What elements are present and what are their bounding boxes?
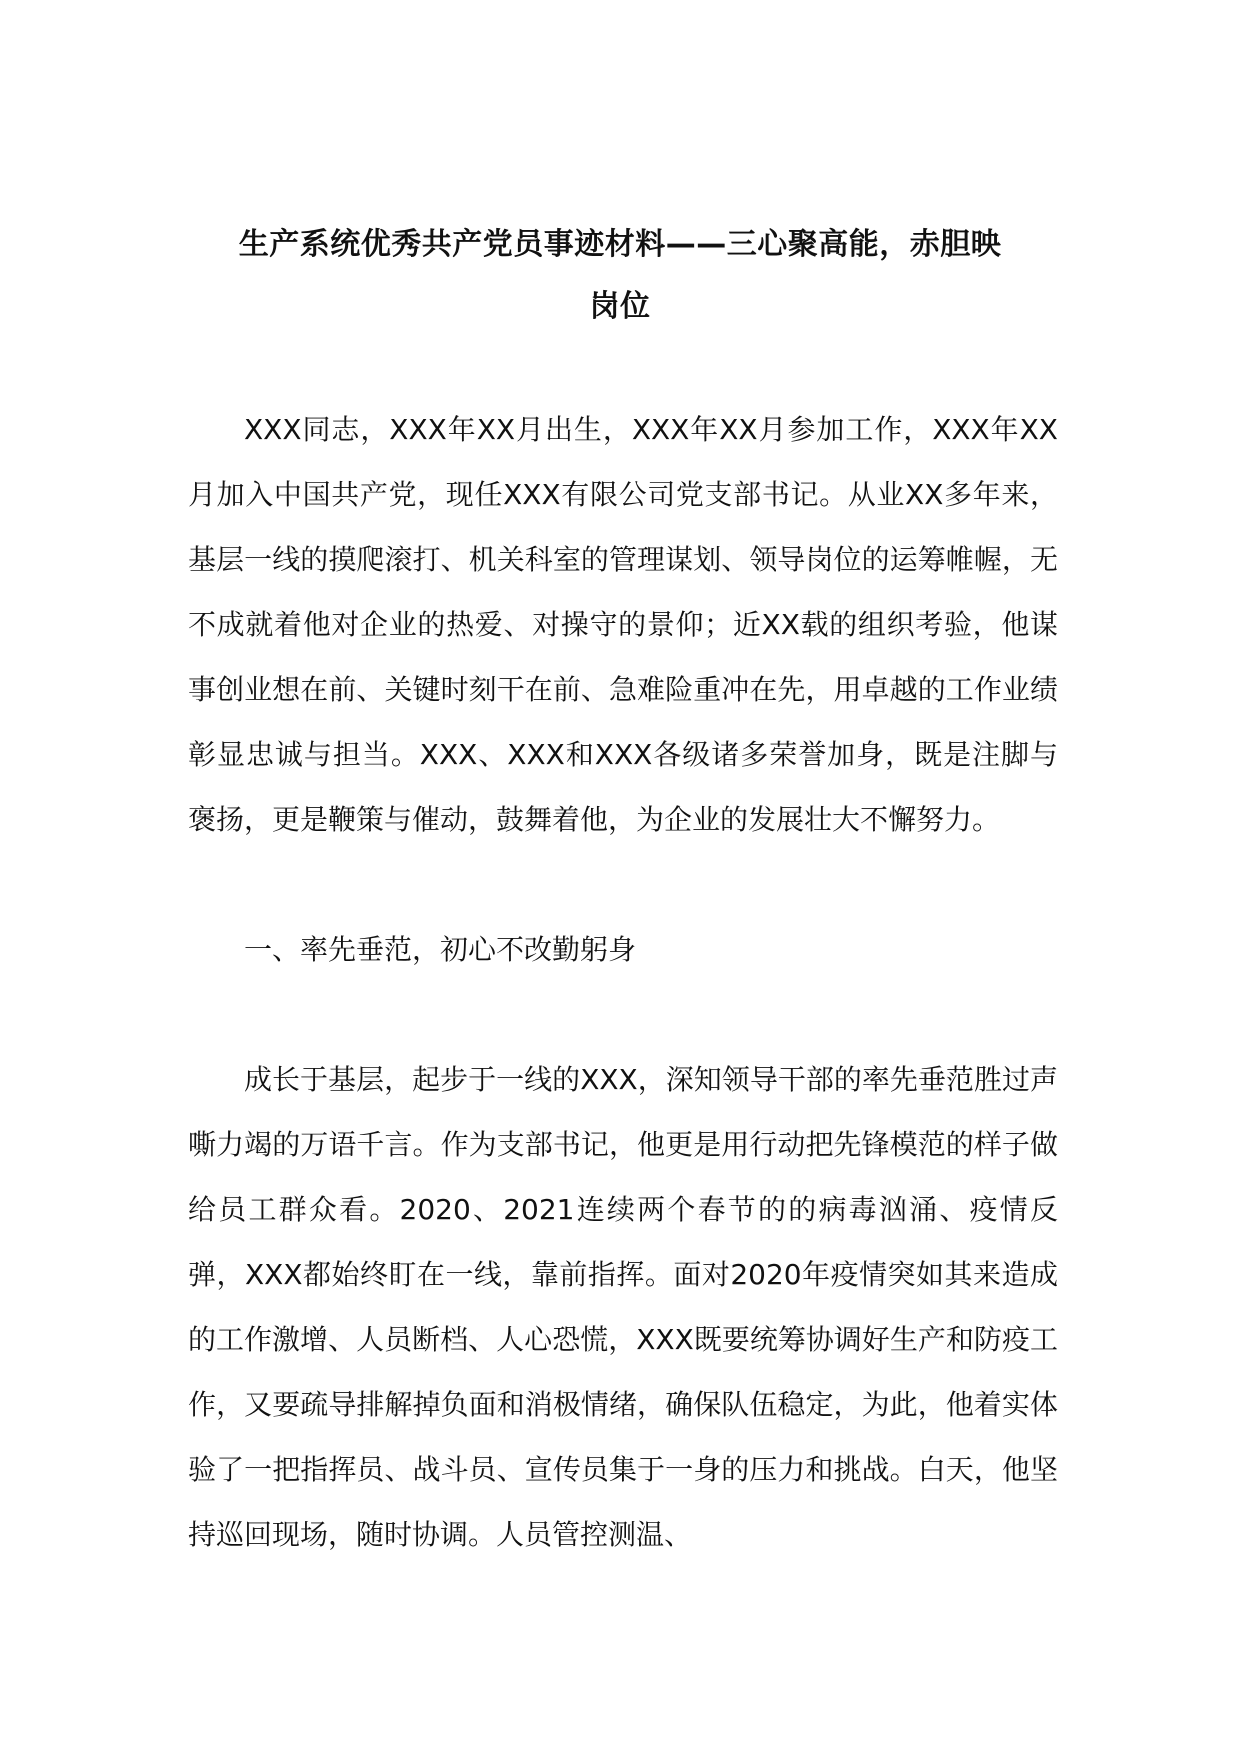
document-title <box>150 214 1090 338</box>
section-heading: 一、率先垂范，初心不改勤躬身 <box>244 933 637 966</box>
title-line-2: 岗位 <box>589 289 651 324</box>
document-body <box>188 397 1058 1567</box>
title-line-1: 生产系统优秀共产党员事迹材料——三心聚高能，赤胆映 <box>238 227 1002 262</box>
intro-paragraph: XXX同志，XXX年XX月出生，XXX年XX月参加工作，XXX年XX月加入中国共产党，现任XXX有限公司党支部书记。从业XX多年来，基层一线的摸爬滚打、机关科室的管理谋划、领导岗位的运筹帷幄，无不成就着他对企业的热爱、对操守的景仰；近XX载的组织考验，他谋事创业想在前、关键时刻干在前、急难险重冲在先，用卓越的工作业绩彰显忠诚与担当。XXX、XXX和XXX各级诸多荣誉加身，既是注脚与褒扬，更是鞭策与催动，鼓舞着他，为企业的发展壮大不懈努力。 <box>188 413 1058 836</box>
section-paragraph: 成长于基层，起步于一线的XXX，深知领导干部的率先垂范胜过声嘶力竭的万语千言。作为支部书记，他更是用行动把先锋模范的样子做给员工群众看。2020、2021连续两个春节的的病毒汹涌、疫情反弹，XXX都始终盯在一线，靠前指挥。面对2020年疫情突如其来造成的工作激增、人员断档、人心恐慌，XXX既要统筹协调好生产和防疫工作，又要疏导排解掉负面和消极情绪，确保队伍稳定，为此，他着实体验了一把指挥员、战斗员、宣传员集于一身的压力和挑战。白天，他坚持巡回现场，随时协调。人员管控测温、 <box>188 1063 1058 1551</box>
